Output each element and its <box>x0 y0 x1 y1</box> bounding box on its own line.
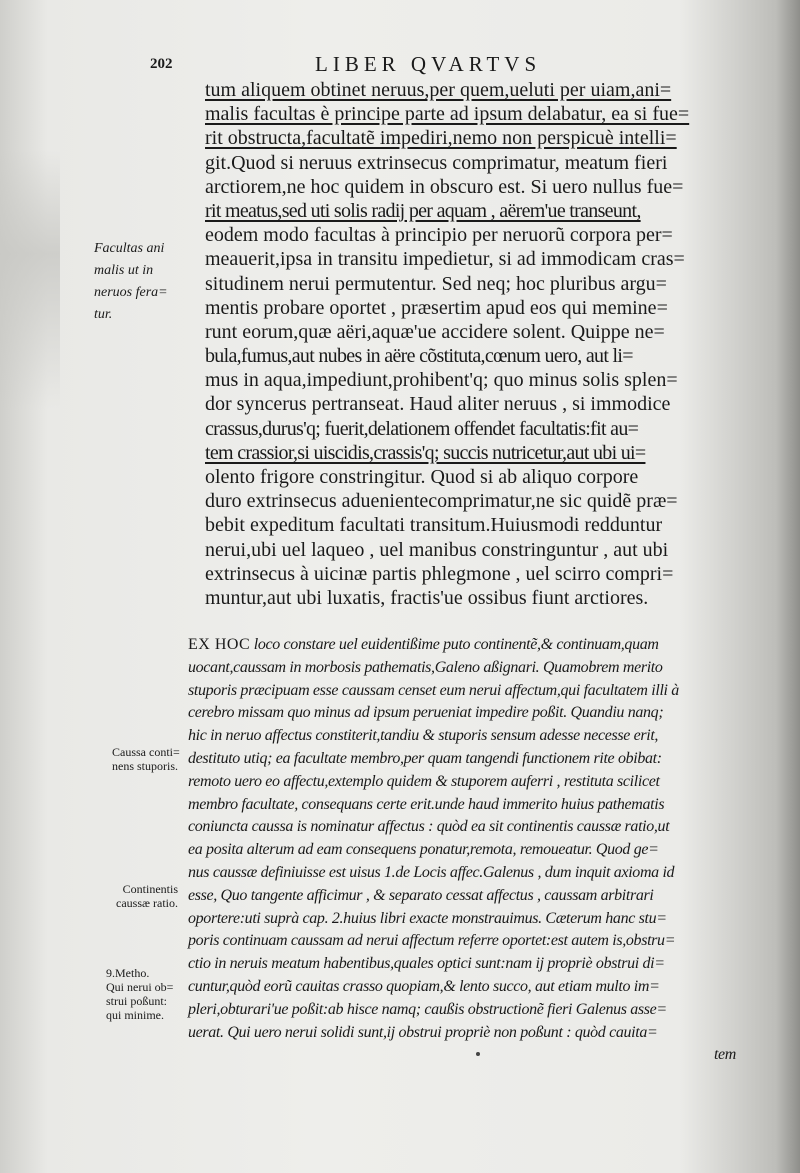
main-line: runt eorum,quæ aëri,aquæ'ue accidere solent. Quippe ne= <box>205 320 665 343</box>
commentary-line: pleri,obturari'ue poßit:ab hisce namq; caußis obstructionẽ fieri Galenus asse= <box>188 1000 667 1018</box>
main-line: olento frigore constringitur. Quod si ab aliquo corpore <box>205 466 639 488</box>
commentary-line: remoto uero eo affectu,extemplo quidem & stuporem auferri , restituta scilicet <box>188 772 660 790</box>
main-line: meauerit,ipsa in transitu impedietur, si ad immodicam cras= <box>205 248 685 271</box>
margin-note-caussa-continens <box>112 745 180 773</box>
commentary-line: ea posita alterum ad eam consequens ponatur,remota, remoueatur. Quod ge= <box>188 841 659 859</box>
main-line: muntur,aut ubi luxatis, fractis'ue ossibus fiunt arctiores. <box>205 586 649 609</box>
commentary-line: stuporis præcipuam esse caussam censet eum nerui affectum,qui facultatem illi à <box>188 681 679 699</box>
main-line: mentis probare oportet , præsertim apud eos qui memine= <box>205 296 668 319</box>
commentary-line-text: loco constare uel euidentißime puto continentẽ,& continuam,quam <box>250 636 659 653</box>
commentary-line: esse, Quo tangente afficimur , & separato cessat affectus , caussam arbitrari <box>188 886 654 904</box>
margin-note-metho <box>106 966 173 1022</box>
margin-note-line: malis ut in <box>94 263 154 278</box>
commentary-line: nus caussæ definiuisse est uisus 1.de Locis affec.Galenus , dum inquit axioma id <box>188 863 675 881</box>
main-line: rit obstructa,facultatẽ impediri,nemo non perspicuè intelli= <box>205 127 677 150</box>
commentary-line <box>188 634 736 657</box>
margin-note-line: Qui nerui ob= <box>106 980 174 994</box>
margin-note-line: tur. <box>94 307 113 322</box>
commentary-line: uocant,caussam in morbosis pathematis,Galeno aßignari. Quamobrem merito <box>188 658 663 676</box>
margin-note-line: strui poßunt: <box>106 994 168 1008</box>
margin-note-facultas <box>94 238 168 326</box>
commentary-line: ctio in neruis meatum habentibus,quales optici sunt:nam ij propriè obstrui di= <box>188 955 665 973</box>
commentary-line: poris continuam caussam ad nerui affectum referre oportet:est autem is,obstru= <box>188 932 676 950</box>
main-line: malis facultas è principe parte ad ipsum delabatur, ea si fue= <box>205 103 690 126</box>
commentary-line: coniuncta caussa is nominatur affectus : quòd ea sit continentis caussæ ratio,ut <box>188 818 670 836</box>
main-line: crassus,durus'q; fuerit,delationem offendet facultatis:fit au= <box>205 417 639 440</box>
commentary-line: hic in neruo affectus constiterit,tandiu & stuporis sensum adesse necesse erit, <box>188 727 659 745</box>
ink-speck <box>476 1052 480 1056</box>
commentary-line: oportere:uti suprà cap. 2.huius libri exacte monstrauimus. Cæterum hanc stu= <box>188 909 667 927</box>
main-line: dor syncerus pertranseat. Haud aliter neruus , si immodice <box>205 393 671 416</box>
main-line: arctiorem,ne hoc quidem in obscuro est. Si uero nullus fue= <box>205 175 684 198</box>
main-line: duro extrinsecus aduenientecomprimatur,ne sic quidẽ præ= <box>205 490 678 513</box>
main-line: situdinem nerui permutentur. Sed neq; hoc pluribus argu= <box>205 272 667 295</box>
margin-note-line: nens stuporis. <box>112 759 178 773</box>
page-number: 202 <box>150 56 173 72</box>
torn-page-edge <box>0 150 60 410</box>
commentary-lead-words: EX HOC <box>188 636 251 653</box>
main-text <box>205 78 735 610</box>
margin-note-continentis-ratio <box>112 882 178 910</box>
margin-note-line: caussæ ratio. <box>116 896 178 910</box>
margin-note-line: Caussa conti= <box>112 745 180 759</box>
commentary-text <box>188 634 736 1067</box>
main-line: extrinsecus à uicinæ partis phlegmone , uel scirro compri= <box>205 562 674 585</box>
main-line: tum aliquem obtinet neruus,per quem,ueluti per uiam,ani= <box>205 79 672 101</box>
margin-note-line: Facultas ani <box>94 241 165 256</box>
running-head: LIBER QVARTVS <box>315 52 542 76</box>
commentary-line: uerat. Qui uero nerui solidi sunt,ij obstrui propriè non poßunt : quòd cauita= <box>188 1023 658 1041</box>
commentary-line: membro facultate, consequans certe erit.unde haud immerito huius pathematis <box>188 795 665 813</box>
main-line: tem crassior,si uiscidis,crassis'q; succis nutricetur,aut ubi ui= <box>205 441 646 464</box>
commentary-line: tem <box>713 1046 736 1064</box>
commentary-line: destituto utiq; ea facultate membro,per quam tangendi functionem rite obibat: <box>188 749 662 767</box>
margin-note-line: 9.Metho. <box>106 966 150 980</box>
main-line: eodem modo facultas à principio per neruorũ corpora per= <box>205 224 673 247</box>
margin-note-line: Continentis <box>122 882 178 896</box>
main-line: mus in aqua,impediunt,prohibent'q; quo minus solis splen= <box>205 369 678 392</box>
commentary-line: cerebro missam quo minus ad ipsum perueniat impedire poßit. Quandiu nanq; <box>188 704 664 722</box>
main-line: rit meatus,sed uti solis radij per aquam , aërem'ue transeunt, <box>205 199 641 222</box>
main-line: bula,fumus,aut nubes in aëre cõstituta,cœnum uero, aut li= <box>205 345 633 368</box>
main-line: nerui,ubi uel laqueo , uel manibus constringuntur , aut ubi <box>205 538 669 561</box>
commentary-line: cuntur,quòd eorũ cauitas crasso quopiam,& lento succo, aut etiam multo im= <box>188 977 660 995</box>
main-line: bebit expeditum facultati transitum.Huiusmodi redduntur <box>205 514 663 537</box>
main-line: git.Quod si neruus extrinsecus comprimatur, meatum fieri <box>205 151 668 174</box>
margin-note-line: neruos fera= <box>94 285 168 300</box>
margin-note-line: qui minime. <box>106 1008 164 1022</box>
